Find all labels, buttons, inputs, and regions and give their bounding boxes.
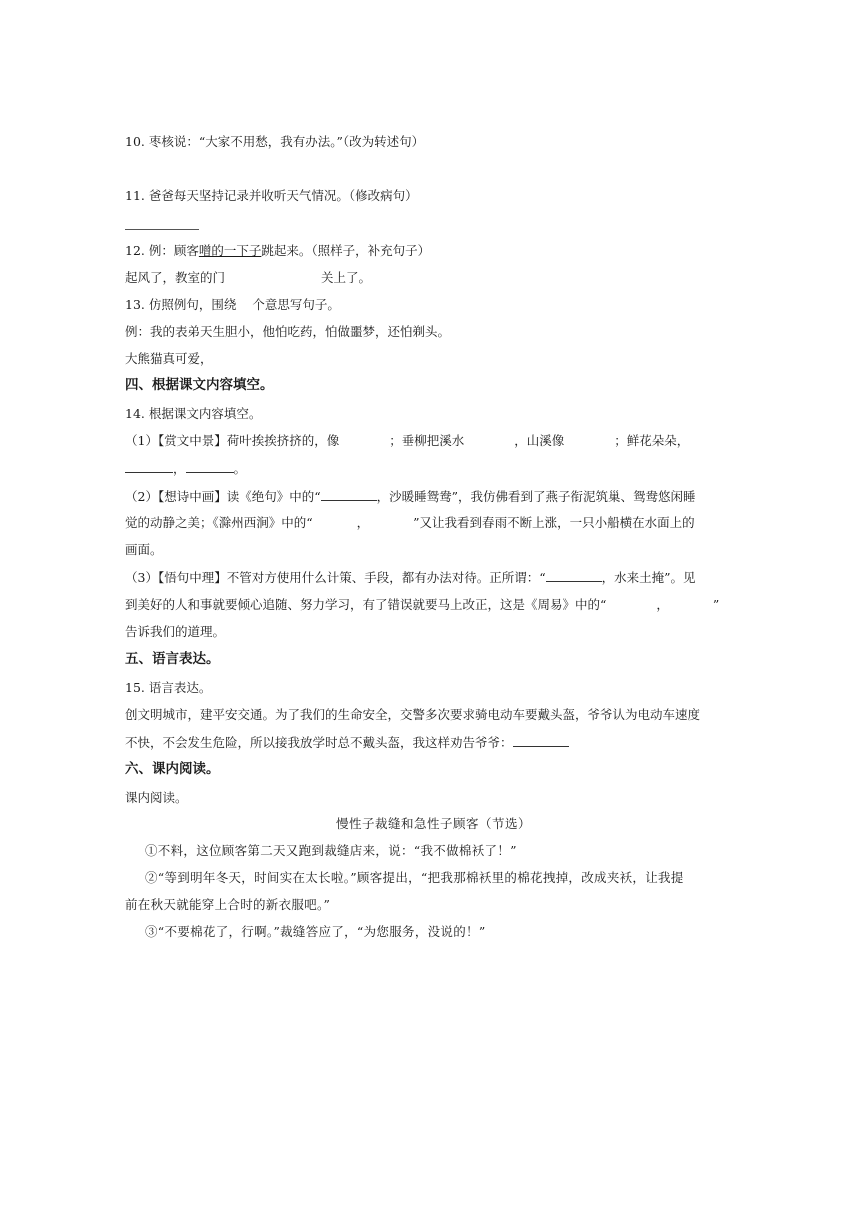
reading-paragraph-2: ②“等到明年冬天，时间实在太长啦。”顾客提出，“把我那棉袄里的棉花拽掉，改成夹袄，让我提 xyxy=(145,870,684,885)
q14-p2-blank-1[interactable] xyxy=(321,488,377,501)
q14-part3-line2 xyxy=(125,597,719,613)
reading-paragraph-3: ③“不要棉花了，行啊。”裁缝答应了，“为您服务，没说的！” xyxy=(145,924,486,939)
section-6-heading: 六、课内阅读。 xyxy=(125,761,220,777)
q12-suffix: 跳起来。（照样子，补充句子） xyxy=(261,243,431,258)
q14-p1-blank-4[interactable] xyxy=(125,460,173,473)
q12-prefix: 12. 例：顾客 xyxy=(125,243,199,258)
q14-p1-text-d: ；鲜花朵朵， xyxy=(614,433,690,448)
q14-p2-text-d: ， xyxy=(356,515,370,530)
q14-part3-line3: 告诉我们的道理。 xyxy=(125,624,226,639)
q12-underlined-phrase: 噌的一下子 xyxy=(198,243,262,258)
answer-line xyxy=(125,229,199,230)
q14-part2-line2 xyxy=(125,515,695,531)
q14-p3-blank-1[interactable] xyxy=(546,569,602,582)
q14-p2-text-a: （2）【想诗中画】读《绝句》中的“ xyxy=(125,489,321,504)
q14-p3-text-c: 到美好的人和事就要倾心追随、努力学习，有了错误就要马上改正，这是《周易》中的“ xyxy=(125,597,607,612)
q14-p3-text-d: ， xyxy=(656,597,669,612)
q14-part3-line1 xyxy=(125,569,696,586)
reading-paragraph-1: ①不料，这位顾客第二天又跑到裁缝店来，说：“我不做棉袄了！” xyxy=(145,843,517,858)
q15-line1: 创文明城市，建平安交通。为了我们的生命安全，交警多次要求骑电动车要戴头盔，爷爷认为电动车速度 xyxy=(125,707,701,722)
q14-part1-line2 xyxy=(125,460,246,477)
q14-p2-text-b: ，沙暖睡鸳鸯”，我仿佛看到了燕子衔泥筑巢、鸳鸯悠闲睡 xyxy=(376,489,696,504)
q14-p1-text-e: ， xyxy=(173,461,186,476)
q14-p1-text-a: （1）【赏文中景】荷叶挨挨挤挤的，像 xyxy=(125,433,340,448)
q15-answer-blank[interactable] xyxy=(513,734,569,747)
q14-p3-text-b: ，水来土掩”。见 xyxy=(601,570,696,585)
question-11: 11. 爸爸每天坚持记录并收听天气情况。（修改病句） xyxy=(125,188,418,203)
q15-line2 xyxy=(125,734,569,751)
q14-p1-text-c: ，山溪像 xyxy=(514,433,565,448)
q14-p1-text-f: 。 xyxy=(233,461,247,476)
question-14-title: 14. 根据课文内容填空。 xyxy=(125,406,262,421)
question-10: 10. 枣核说：“大家不用愁，我有办法。”（改为转述句） xyxy=(125,134,425,149)
q13-prompt-a: 13. 仿照例句，围绕 xyxy=(125,297,237,312)
question-13 xyxy=(125,297,340,313)
q14-part2-line3: 画面。 xyxy=(125,542,163,557)
reading-title: 慢性子裁缝和急性子顾客（节选） xyxy=(335,816,531,831)
section-4-heading: 四、根据课文内容填空。 xyxy=(125,377,274,393)
q14-p1-text-b: ；垂柳把溪水 xyxy=(389,433,465,448)
q14-p2-text-c: 觉的动静之美；《滁州西涧》中的“ xyxy=(125,515,313,530)
q14-part2-line1 xyxy=(125,488,696,505)
q13-prompt-b: 个意思写句子。 xyxy=(252,297,340,312)
q14-p3-text-a: （3）【悟句中理】不管对方使用什么计策、手段，都有办法对待。正所谓：“ xyxy=(125,570,546,585)
q13-example: 例：我的表弟天生胆小，他怕吃药，怕做噩梦，还怕剃头。 xyxy=(125,324,451,339)
q14-p2-text-e: ”又让我看到春雨不断上涨，一只小船横在水面上的 xyxy=(413,515,695,530)
q15-line2-text: 不快，不会发生危险，所以接我放学时总不戴头盔，我这样劝告爷爷： xyxy=(125,735,513,750)
q13-start: 大熊猫真可爱， xyxy=(125,351,213,366)
q14-part1-line1 xyxy=(125,433,689,449)
question-12 xyxy=(125,243,430,259)
q12-answer-a: 起风了，教室的门 xyxy=(125,270,226,285)
q12-answer-b: 关上了。 xyxy=(321,270,372,285)
question-15-title: 15. 语言表达。 xyxy=(125,680,212,695)
reading-label: 课内阅读。 xyxy=(125,790,188,805)
reading-paragraph-2-cont: 前在秋天就能穿上合时的新衣服吧。” xyxy=(125,897,331,912)
q14-p3-text-e: ” xyxy=(712,597,720,612)
q14-p1-blank-5[interactable] xyxy=(186,460,234,473)
section-5-heading: 五、语言表达。 xyxy=(125,651,220,667)
q12-answer-line xyxy=(125,270,371,286)
